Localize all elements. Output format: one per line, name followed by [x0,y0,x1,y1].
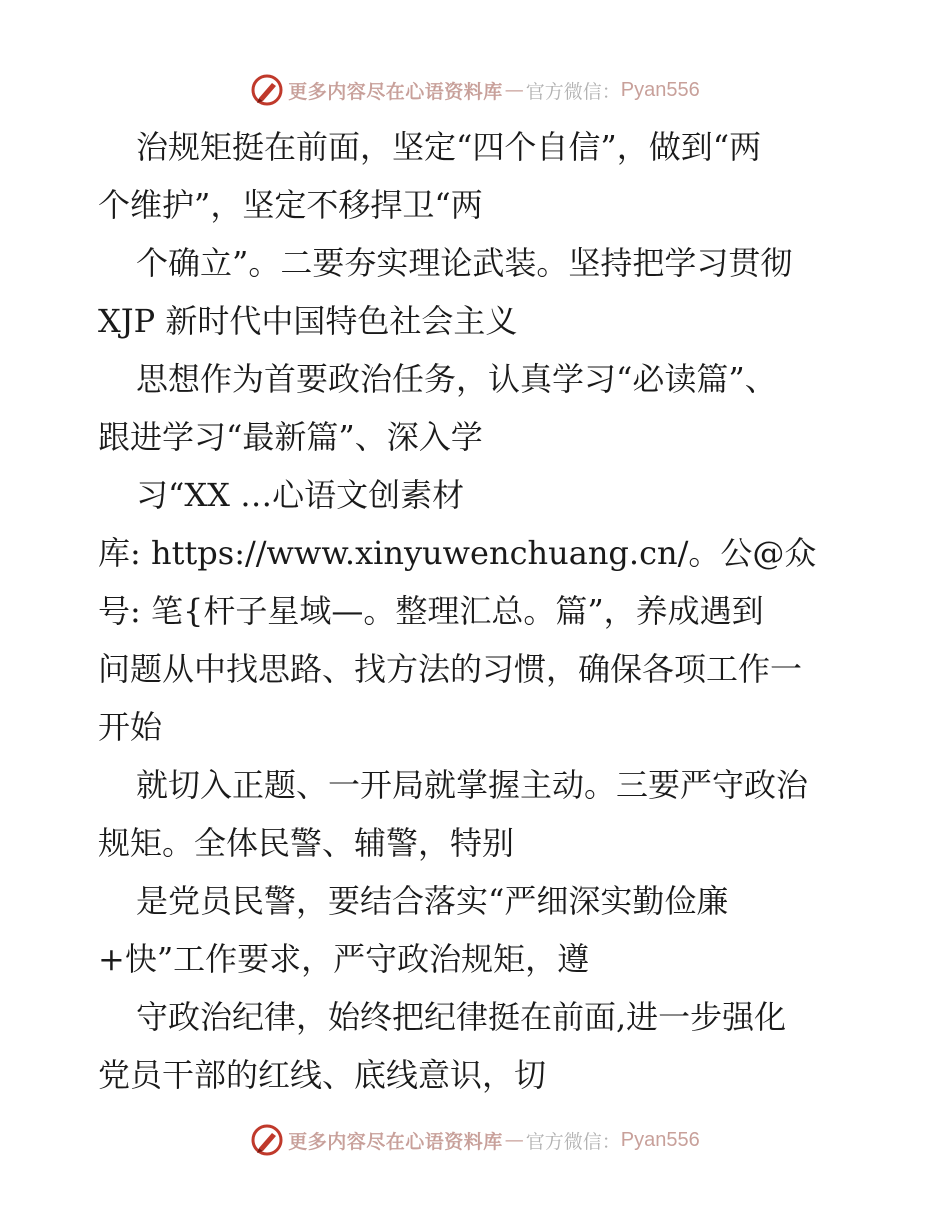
header-brand: 更多内容尽在心语资料库 [288,80,503,103]
header-official-label: 官方微信： [525,80,621,103]
footer-official-label: 官方微信： [525,1130,621,1153]
text-line: 思想作为首要政治任务，认真学习“必读篇”、 [136,360,777,398]
header-banner [0,72,950,108]
footer-dash: — [504,1129,524,1151]
text-line: 个维护”，坚定不移捍卫“两 [98,186,483,224]
text-line: 党员干部的红线、底线意识，切 [98,1056,547,1094]
text-line: 守政治纪律，始终把纪律挺在前面,进一步强化 [136,998,787,1036]
text-line: +快”工作要求，严守政治规矩，遵 [98,940,590,978]
text-line: 库: https://www.xinyuwenchuang.cn/。公@众 [98,534,817,572]
text-line: 规矩。全体民警、辅警，特别 [98,824,515,862]
document-body [98,118,858,1104]
text-line: XJP 新时代中国特色社会主义 [98,302,518,340]
text-line: 号: 笔{杆子星域—。整理汇总。篇”，养成遇到 [98,592,764,630]
text-line: 治规矩挺在前面，坚定“四个自信”，做到“两 [136,128,762,166]
text-line: 习“XX …心语文创素材 [136,476,465,514]
header-dash: — [504,79,524,101]
footer-banner [0,1122,950,1158]
text-line: 开始 [98,708,163,746]
text-line: 问题从中找思路、找方法的习惯，确保各项工作一 [98,650,803,688]
footer-wechat-id: Pyan556 [620,1128,700,1151]
text-line: 个确立”。二要夯实理论武装。坚持把学习贯彻 [136,244,793,282]
text-line: 跟进学习“最新篇”、深入学 [98,418,483,456]
text-line: 是党员民警，要结合落实“严细深实勤俭廉 [136,882,729,920]
text-line: 就切入正题、一开局就掌握主动。三要严守政治 [136,766,809,804]
pen-logo-icon [250,73,284,107]
pen-logo-icon [250,1123,284,1157]
footer-brand: 更多内容尽在心语资料库 [288,1130,503,1153]
header-wechat-id: Pyan556 [620,78,700,101]
